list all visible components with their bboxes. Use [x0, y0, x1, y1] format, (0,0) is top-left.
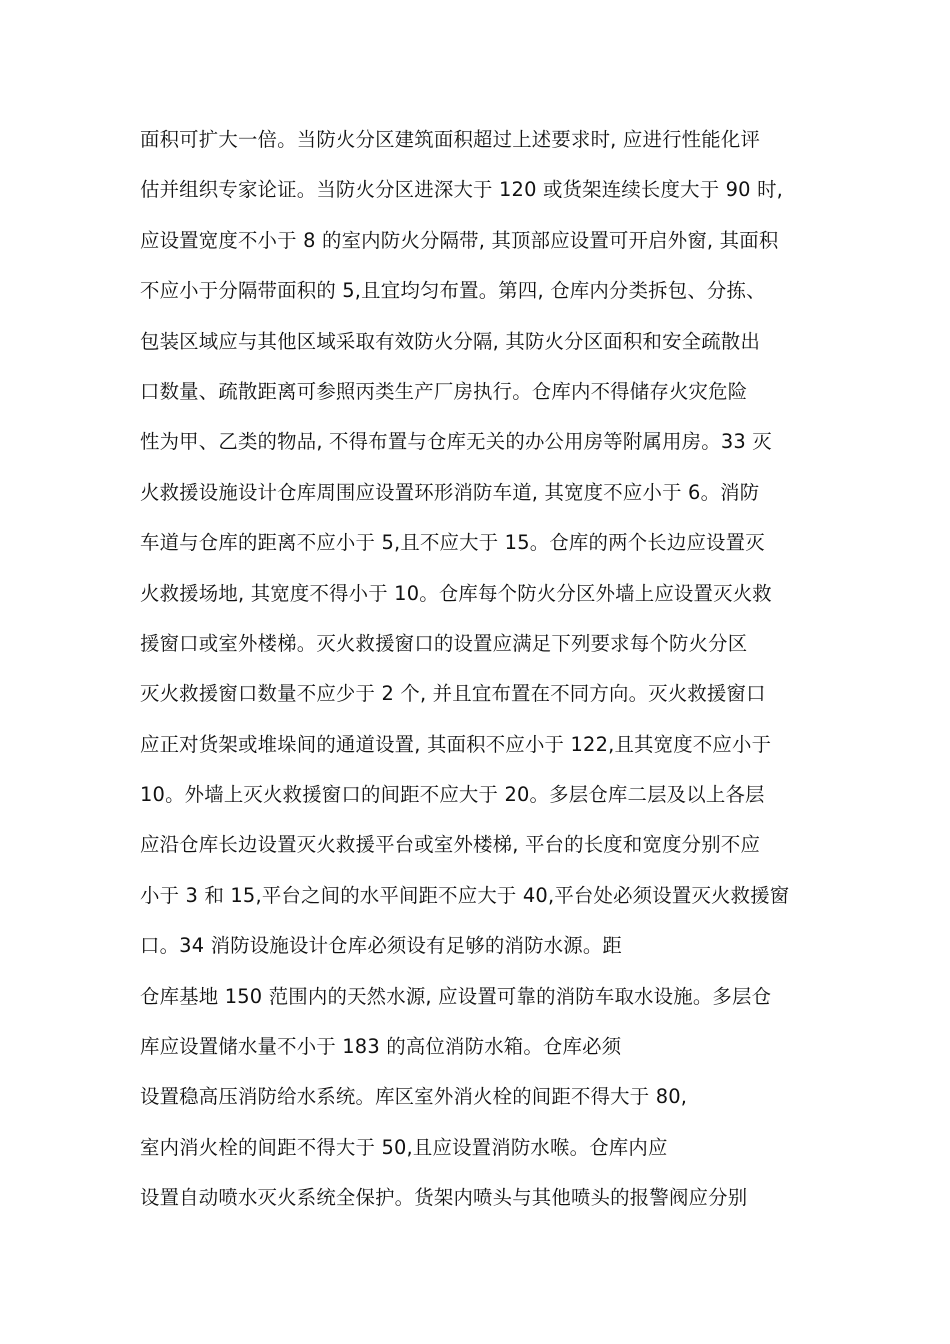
text-line: 车道与仓库的距离不应小于 5,且不应大于 15。仓库的两个长边应设置灭 [140, 531, 765, 555]
text-line: 包装区域应与其他区域采取有效防火分隔, 其防火分区面积和安全疏散出 [140, 329, 761, 353]
text-line: 灭火救援窗口数量不应少于 2 个, 并且宜布置在不同方向。灭火救援窗口 [140, 682, 766, 706]
text-line: 设置稳高压消防给水系统。库区室外消火栓的间距不得大于 80, [140, 1085, 688, 1109]
text-line: 不应小于分隔带面积的 5,且宜均匀布置。第四, 仓库内分类拆包、分拣、 [140, 279, 766, 303]
text-line: 库应设置储水量不小于 183 的高位消防水箱。仓库必须 [140, 1035, 622, 1059]
text-line: 火救援场地, 其宽度不得小于 10。仓库每个防火分区外墙上应设置灭火救 [140, 581, 772, 605]
text-line: 10。外墙上灭火救援窗口的间距不应大于 20。多层仓库二层及以上各层 [140, 783, 765, 807]
text-line: 设置自动喷水灭火系统全保护。货架内喷头与其他喷头的报警阀应分别 [140, 1186, 748, 1210]
text-line: 援窗口或室外楼梯。灭火救援窗口的设置应满足下列要求每个防火分区 [140, 631, 748, 655]
text-line: 仓库基地 150 范围内的天然水源, 应设置可靠的消防车取水设施。多层仓 [140, 984, 772, 1008]
text-line: 估并组织专家论证。当防火分区进深大于 120 或货架连续长度大于 90 时, [140, 178, 784, 202]
text-line: 口数量、疏散距离可参照丙类生产厂房执行。仓库内不得储存火灾危险 [140, 379, 748, 403]
text-line: 应设置宽度不小于 8 的室内防火分隔带, 其顶部应设置可开启外窗, 其面积 [140, 228, 779, 252]
text-line: 火救援设施设计仓库周围应设置环形消防车道, 其宽度不应小于 6。消防 [140, 480, 760, 504]
text-line: 性为甲、乙类的物品, 不得布置与仓库无关的办公用房等附属用房。33 灭 [140, 430, 772, 454]
text-line: 小于 3 和 15,平台之间的水平间距不应大于 40,平台处必须设置灭火救援窗 [140, 883, 790, 907]
text-line: 室内消火栓的间距不得大于 50,且应设置消防水喉。仓库内应 [140, 1135, 668, 1159]
text-line: 面积可扩大一倍。当防火分区建筑面积超过上述要求时, 应进行性能化评 [140, 128, 761, 151]
document-body [140, 124, 830, 1233]
text-line: 应正对货架或堆垛间的通道设置, 其面积不应小于 122,且其宽度不应小于 [140, 732, 772, 756]
text-line: 应沿仓库长边设置灭火救援平台或室外楼梯, 平台的长度和宽度分别不应 [140, 833, 761, 857]
text-line: 口。34 消防设施设计仓库必须设有足够的消防水源。距 [140, 934, 623, 958]
